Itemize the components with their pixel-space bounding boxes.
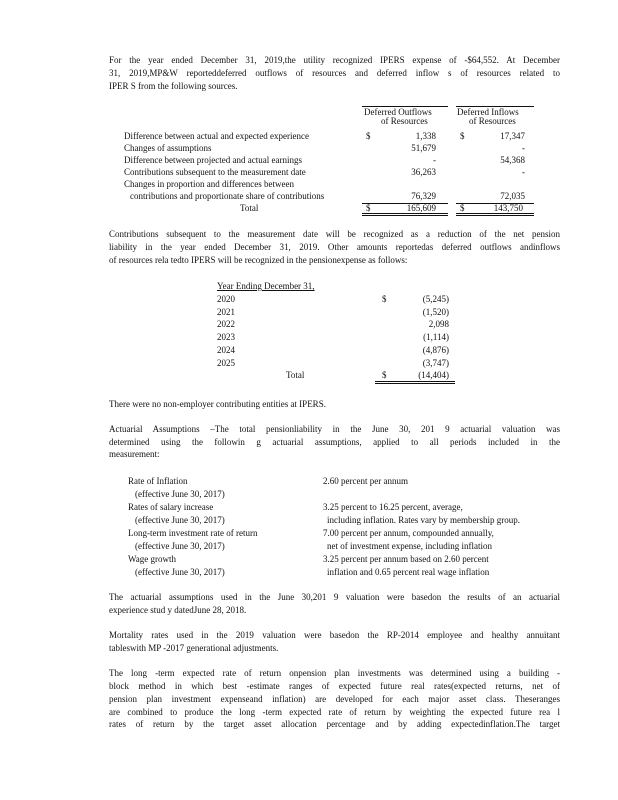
assumption-label: Rates of salary increase [128, 502, 214, 512]
total-value: (14,404) [418, 370, 449, 380]
dollar: $ [382, 370, 387, 380]
dollar: $ [460, 131, 465, 141]
amount: (4,876) [422, 344, 449, 355]
amount: (1,114) [423, 332, 449, 343]
col-header: of Resources [381, 116, 428, 126]
outflow-value: 51,679 [411, 143, 436, 153]
assumption-value: including inflation. Rates vary by membership group. [327, 515, 520, 525]
para4-line: determined using the followin g actuarial assumptions, applied to all periods included in the [109, 437, 560, 447]
year: 2023 [217, 332, 235, 343]
col-header: of Resources [469, 116, 516, 126]
para7-line: The long -term expected rate of return onpension plan investments was determined using a building - [109, 668, 560, 678]
inflow-value: 54,368 [500, 155, 525, 165]
para5-line: The actuarial assumptions used in the June 30,201 9 valuation were basedon the results of an actuarial [109, 592, 560, 602]
dollar: $ [366, 203, 371, 213]
para7-line: are combined to produce the long -term expected rate of return by weighting the expected future rea l [109, 707, 560, 717]
assumption-value: 3.25 percent to 16.25 percent, average, [323, 502, 463, 512]
para7-line: pension plan investment expenseand inflation) are developed for each major asset class. Theseranges [109, 694, 560, 704]
assumption-value: 2.60 percent per annum [323, 476, 408, 486]
year: 2025 [217, 357, 235, 368]
assumption-effective: (effective June 30, 2017) [135, 489, 225, 499]
total-label: Total [286, 370, 305, 380]
para6-line: Mortality rates used in the 2019 valuation were basedon the RP-2014 employee and healthy annuitant [109, 630, 560, 640]
year: 2020 [217, 294, 235, 304]
assumption-label: Long-term investment rate of return [128, 528, 258, 538]
para3: There were no non-employer contributing entities at IPERS. [109, 399, 326, 409]
row-label: Difference between actual and expected experience [124, 131, 309, 141]
outflow-value: 76,329 [411, 191, 436, 201]
inflow-value: 72,035 [500, 191, 525, 201]
year: 2021 [217, 306, 235, 317]
assumption-label: Wage growth [128, 554, 177, 564]
para4-line: measurement: [109, 449, 160, 459]
double-rule [456, 213, 534, 216]
para7-line: block method in which best -estimate ranges of expected future real rates(expected returns, net of [109, 681, 560, 691]
assumption-value: 3.25 percent per annum based on 2.60 percent [323, 554, 489, 564]
row-label: contributions and proportionate share of contributions [130, 191, 325, 201]
total-value: 143,750 [493, 203, 523, 213]
col-header: Deferred Inflows [457, 107, 519, 117]
amount: (1,520) [422, 306, 449, 317]
assumption-value: net of investment expense, including inflation [327, 541, 492, 551]
col-header: Deferred Outflows [364, 107, 432, 117]
assumption-value: inflation and 0.65 percent real wage inflation [327, 567, 490, 577]
assumption-effective: (effective June 30, 2017) [135, 515, 225, 525]
inflow-value: - [522, 167, 525, 177]
assumption-value: 7.00 percent per annum, compounded annually, [323, 528, 494, 538]
inflow-value: - [522, 143, 525, 153]
assumption-effective: (effective June 30, 2017) [135, 541, 225, 551]
para6-line: tableswith MP -2017 generational adjustments. [109, 643, 279, 653]
outflow-value: - [433, 155, 436, 165]
row-label: Difference between projected and actual earnings [124, 155, 302, 165]
assumption-effective: (effective June 30, 2017) [135, 567, 225, 577]
amount: (3,747) [422, 357, 449, 368]
double-rule [362, 213, 448, 216]
amount: (5,245) [422, 294, 449, 304]
assumption-label: Rate of Inflation [128, 476, 188, 486]
total-label: Total [240, 203, 259, 213]
dollar: $ [366, 131, 371, 141]
para7-line: rates of return by the target asset allocation percentage and by adding expectedinflation.The target [109, 719, 560, 729]
year: 2024 [217, 344, 235, 355]
para1-line: For the year ended December 31, 2019,the utility recognized IPERS expense of -$64,552. At December [109, 55, 560, 65]
row-label: Changes in proportion and differences between [124, 179, 295, 189]
total-value: 165,609 [406, 203, 436, 213]
para1-line: 31, 2019,MP&W reporteddeferred outflows of resources and deferred inflow s of resources related to [109, 68, 560, 78]
double-rule [375, 381, 455, 384]
para1-line: IPER S from the following sources. [109, 81, 238, 91]
para2-line: Contributions subsequent to the measurement date will be recognized as a reduction of the net pension [109, 229, 560, 239]
amount: 2,098 [428, 319, 449, 330]
para4-line: Actuarial Assumptions –The total pensionliability in the June 30, 201 9 actuarial valuation was [109, 424, 560, 434]
outflow-value: 1,338 [415, 131, 436, 141]
para2-line: of resources rela tedto IPERS will be recognized in the pensionexpense as follows: [109, 255, 408, 265]
dollar: $ [382, 294, 387, 304]
inflow-value: 17,347 [500, 131, 525, 141]
row-label: Changes of assumptions [124, 143, 212, 153]
outflow-value: 36,263 [411, 167, 436, 177]
row-label: Contributions subsequent to the measurement date [124, 167, 306, 177]
col-header: Year Ending December 31, [217, 281, 315, 291]
para2-line: liability in the year ended December 31, 2019. Other amounts reportedas deferred outflows andinflows [109, 242, 560, 252]
dollar: $ [460, 203, 465, 213]
para5-line: experience stud y datedJune 28, 2018. [109, 605, 247, 615]
year: 2022 [217, 319, 235, 330]
